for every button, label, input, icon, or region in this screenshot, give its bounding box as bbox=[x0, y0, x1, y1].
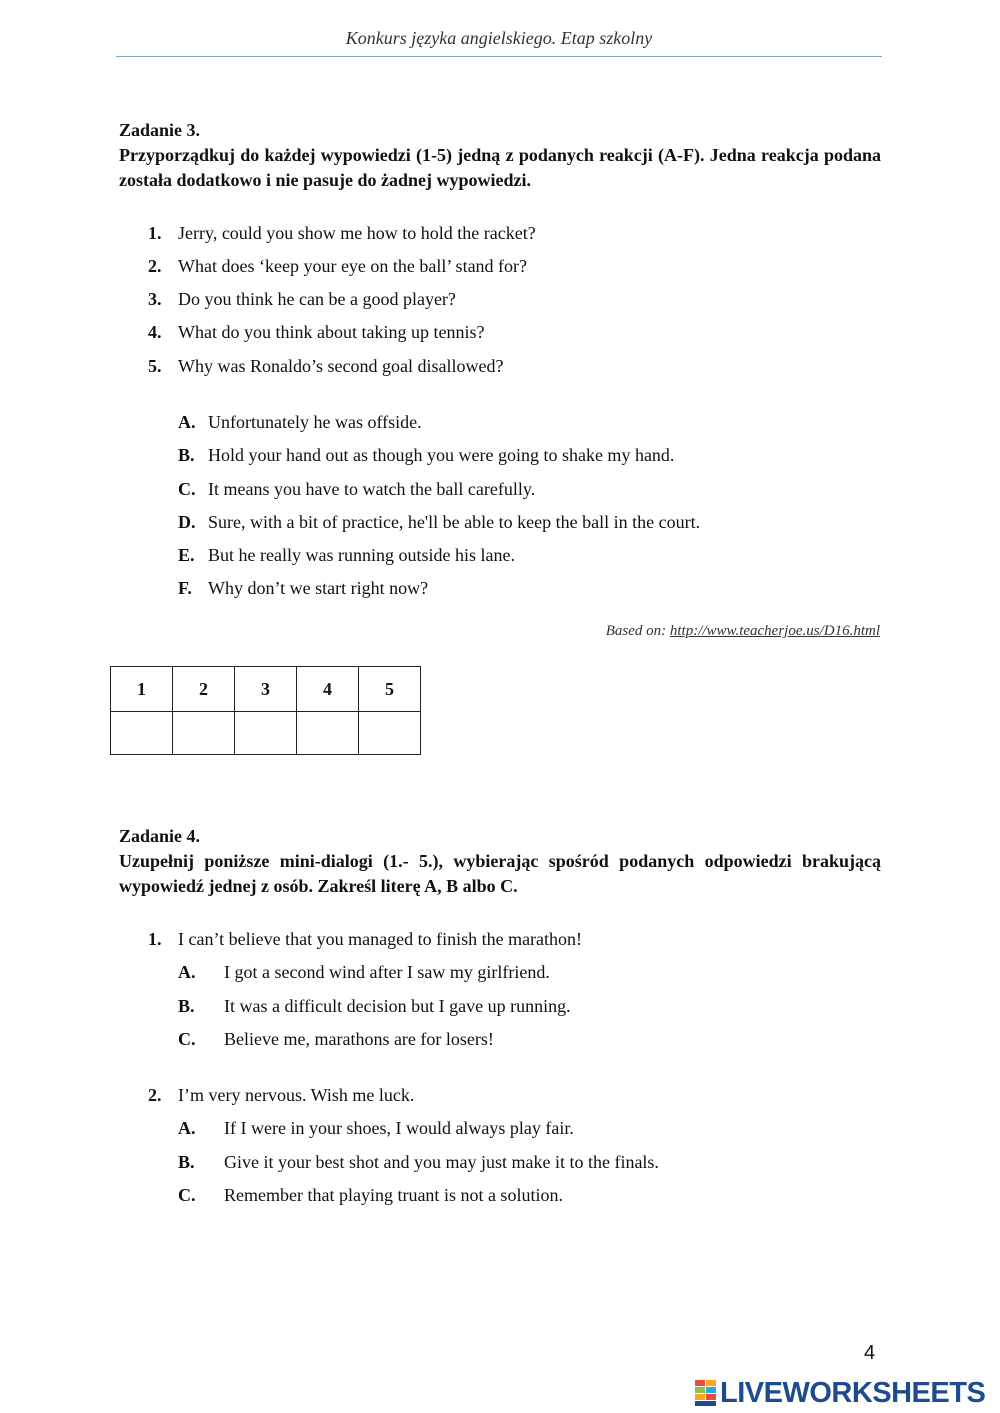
answer-cell-1[interactable] bbox=[111, 712, 173, 755]
statement-number: 2. bbox=[148, 256, 162, 276]
response-letter: D. bbox=[178, 512, 196, 532]
question-number: 1. bbox=[148, 929, 162, 949]
q2-option-b[interactable] bbox=[178, 1152, 659, 1173]
page-header: Konkurs języka angielskiego. Etap szkolny bbox=[345, 28, 653, 48]
task4-title: Zadanie 4. bbox=[119, 826, 201, 846]
question-text: I’m very nervous. Wish me luck. bbox=[178, 1085, 415, 1105]
option-letter[interactable]: C. bbox=[178, 1185, 196, 1205]
liveworksheets-logo[interactable] bbox=[695, 1376, 985, 1410]
option-text: Believe me, marathons are for losers! bbox=[224, 1029, 494, 1049]
response-d bbox=[178, 512, 700, 533]
answer-header-1: 1 bbox=[111, 667, 173, 712]
answer-cell-3[interactable] bbox=[235, 712, 297, 755]
response-f bbox=[178, 578, 428, 599]
option-text: I got a second wind after I saw my girlfriend. bbox=[224, 962, 550, 982]
response-text: It means you have to watch the ball carefully. bbox=[208, 479, 536, 499]
statement-text: What does ‘keep your eye on the ball’ stand for? bbox=[178, 256, 528, 276]
option-letter[interactable]: B. bbox=[178, 996, 195, 1016]
statement-number: 5. bbox=[148, 356, 162, 376]
response-letter: E. bbox=[178, 545, 195, 565]
response-letter: A. bbox=[178, 412, 196, 432]
question-number: 2. bbox=[148, 1085, 162, 1105]
response-letter: F. bbox=[178, 578, 192, 598]
liveworksheets-logo-text: LIVEWORKSHEETS bbox=[720, 1376, 986, 1409]
statement-text: Do you think he can be a good player? bbox=[178, 289, 456, 309]
q1-option-a[interactable] bbox=[178, 962, 550, 983]
response-e bbox=[178, 545, 515, 566]
statement-3 bbox=[148, 289, 456, 310]
response-letter: C. bbox=[178, 479, 196, 499]
option-text: Give it your best shot and you may just make it to the finals. bbox=[224, 1152, 659, 1172]
q2-option-c[interactable] bbox=[178, 1185, 563, 1206]
task4-instruction: Uzupełnij poniższe mini-dialogi (1.- 5.), wybierając spośród podanych odpowiedzi brakującą wypowiedź jednej z osób. Zakreśl literę A, B albo C. bbox=[119, 851, 881, 896]
liveworksheets-logo-icon bbox=[695, 1380, 717, 1406]
question-1 bbox=[148, 929, 582, 950]
response-c bbox=[178, 479, 535, 500]
answer-cell-5[interactable] bbox=[359, 712, 421, 755]
statement-number: 1. bbox=[148, 223, 162, 243]
answer-table bbox=[110, 666, 421, 755]
statement-5 bbox=[148, 356, 503, 377]
statement-1 bbox=[148, 223, 536, 244]
header-divider bbox=[116, 56, 882, 57]
response-text: Hold your hand out as though you were going to shake my hand. bbox=[208, 445, 675, 465]
option-letter[interactable]: C. bbox=[178, 1029, 196, 1049]
statement-number: 3. bbox=[148, 289, 162, 309]
answer-cell-4[interactable] bbox=[297, 712, 359, 755]
option-letter[interactable]: A. bbox=[178, 962, 196, 982]
source-link[interactable]: http://www.teacherjoe.us/D16.html bbox=[669, 623, 880, 639]
answer-header-2: 2 bbox=[173, 667, 235, 712]
response-text: Why don’t we start right now? bbox=[208, 578, 429, 598]
response-text: Sure, with a bit of practice, he'll be able to keep the ball in the court. bbox=[208, 512, 701, 532]
answer-header-3: 3 bbox=[235, 667, 297, 712]
q1-option-b[interactable] bbox=[178, 996, 571, 1017]
statement-4 bbox=[148, 322, 484, 343]
answer-header-5: 5 bbox=[359, 667, 421, 712]
question-text: I can’t believe that you managed to finish the marathon! bbox=[178, 929, 583, 949]
option-text: Remember that playing truant is not a solution. bbox=[224, 1185, 563, 1205]
option-text: It was a difficult decision but I gave up running. bbox=[224, 996, 571, 1016]
statement-2 bbox=[148, 256, 527, 277]
statement-text: Why was Ronaldo’s second goal disallowed? bbox=[178, 356, 504, 376]
answer-header-4: 4 bbox=[297, 667, 359, 712]
statement-number: 4. bbox=[148, 322, 162, 342]
response-letter: B. bbox=[178, 445, 195, 465]
response-a bbox=[178, 412, 422, 433]
option-text: If I were in your shoes, I would always play fair. bbox=[224, 1118, 574, 1138]
option-letter[interactable]: A. bbox=[178, 1118, 196, 1138]
source-label: Based on: bbox=[605, 623, 667, 639]
q2-option-a[interactable] bbox=[178, 1118, 574, 1139]
response-text: But he really was running outside his lane. bbox=[208, 545, 515, 565]
task3-instruction: Przyporządkuj do każdej wypowiedzi (1-5) jedną z podanych reakcji (A-F). Jedna reakcja podana została dodatkowo i nie pasuje do żadnej wypowiedzi. bbox=[119, 145, 881, 190]
source-note bbox=[606, 623, 880, 640]
page-number: 4 bbox=[864, 1342, 876, 1364]
task3-title: Zadanie 3. bbox=[119, 120, 201, 140]
option-letter[interactable]: B. bbox=[178, 1152, 195, 1172]
q1-option-c[interactable] bbox=[178, 1029, 494, 1050]
response-b bbox=[178, 445, 674, 466]
question-2 bbox=[148, 1085, 414, 1106]
response-text: Unfortunately he was offside. bbox=[208, 412, 422, 432]
answer-cell-2[interactable] bbox=[173, 712, 235, 755]
statement-text: What do you think about taking up tennis? bbox=[178, 322, 485, 342]
statement-text: Jerry, could you show me how to hold the racket? bbox=[178, 223, 536, 243]
